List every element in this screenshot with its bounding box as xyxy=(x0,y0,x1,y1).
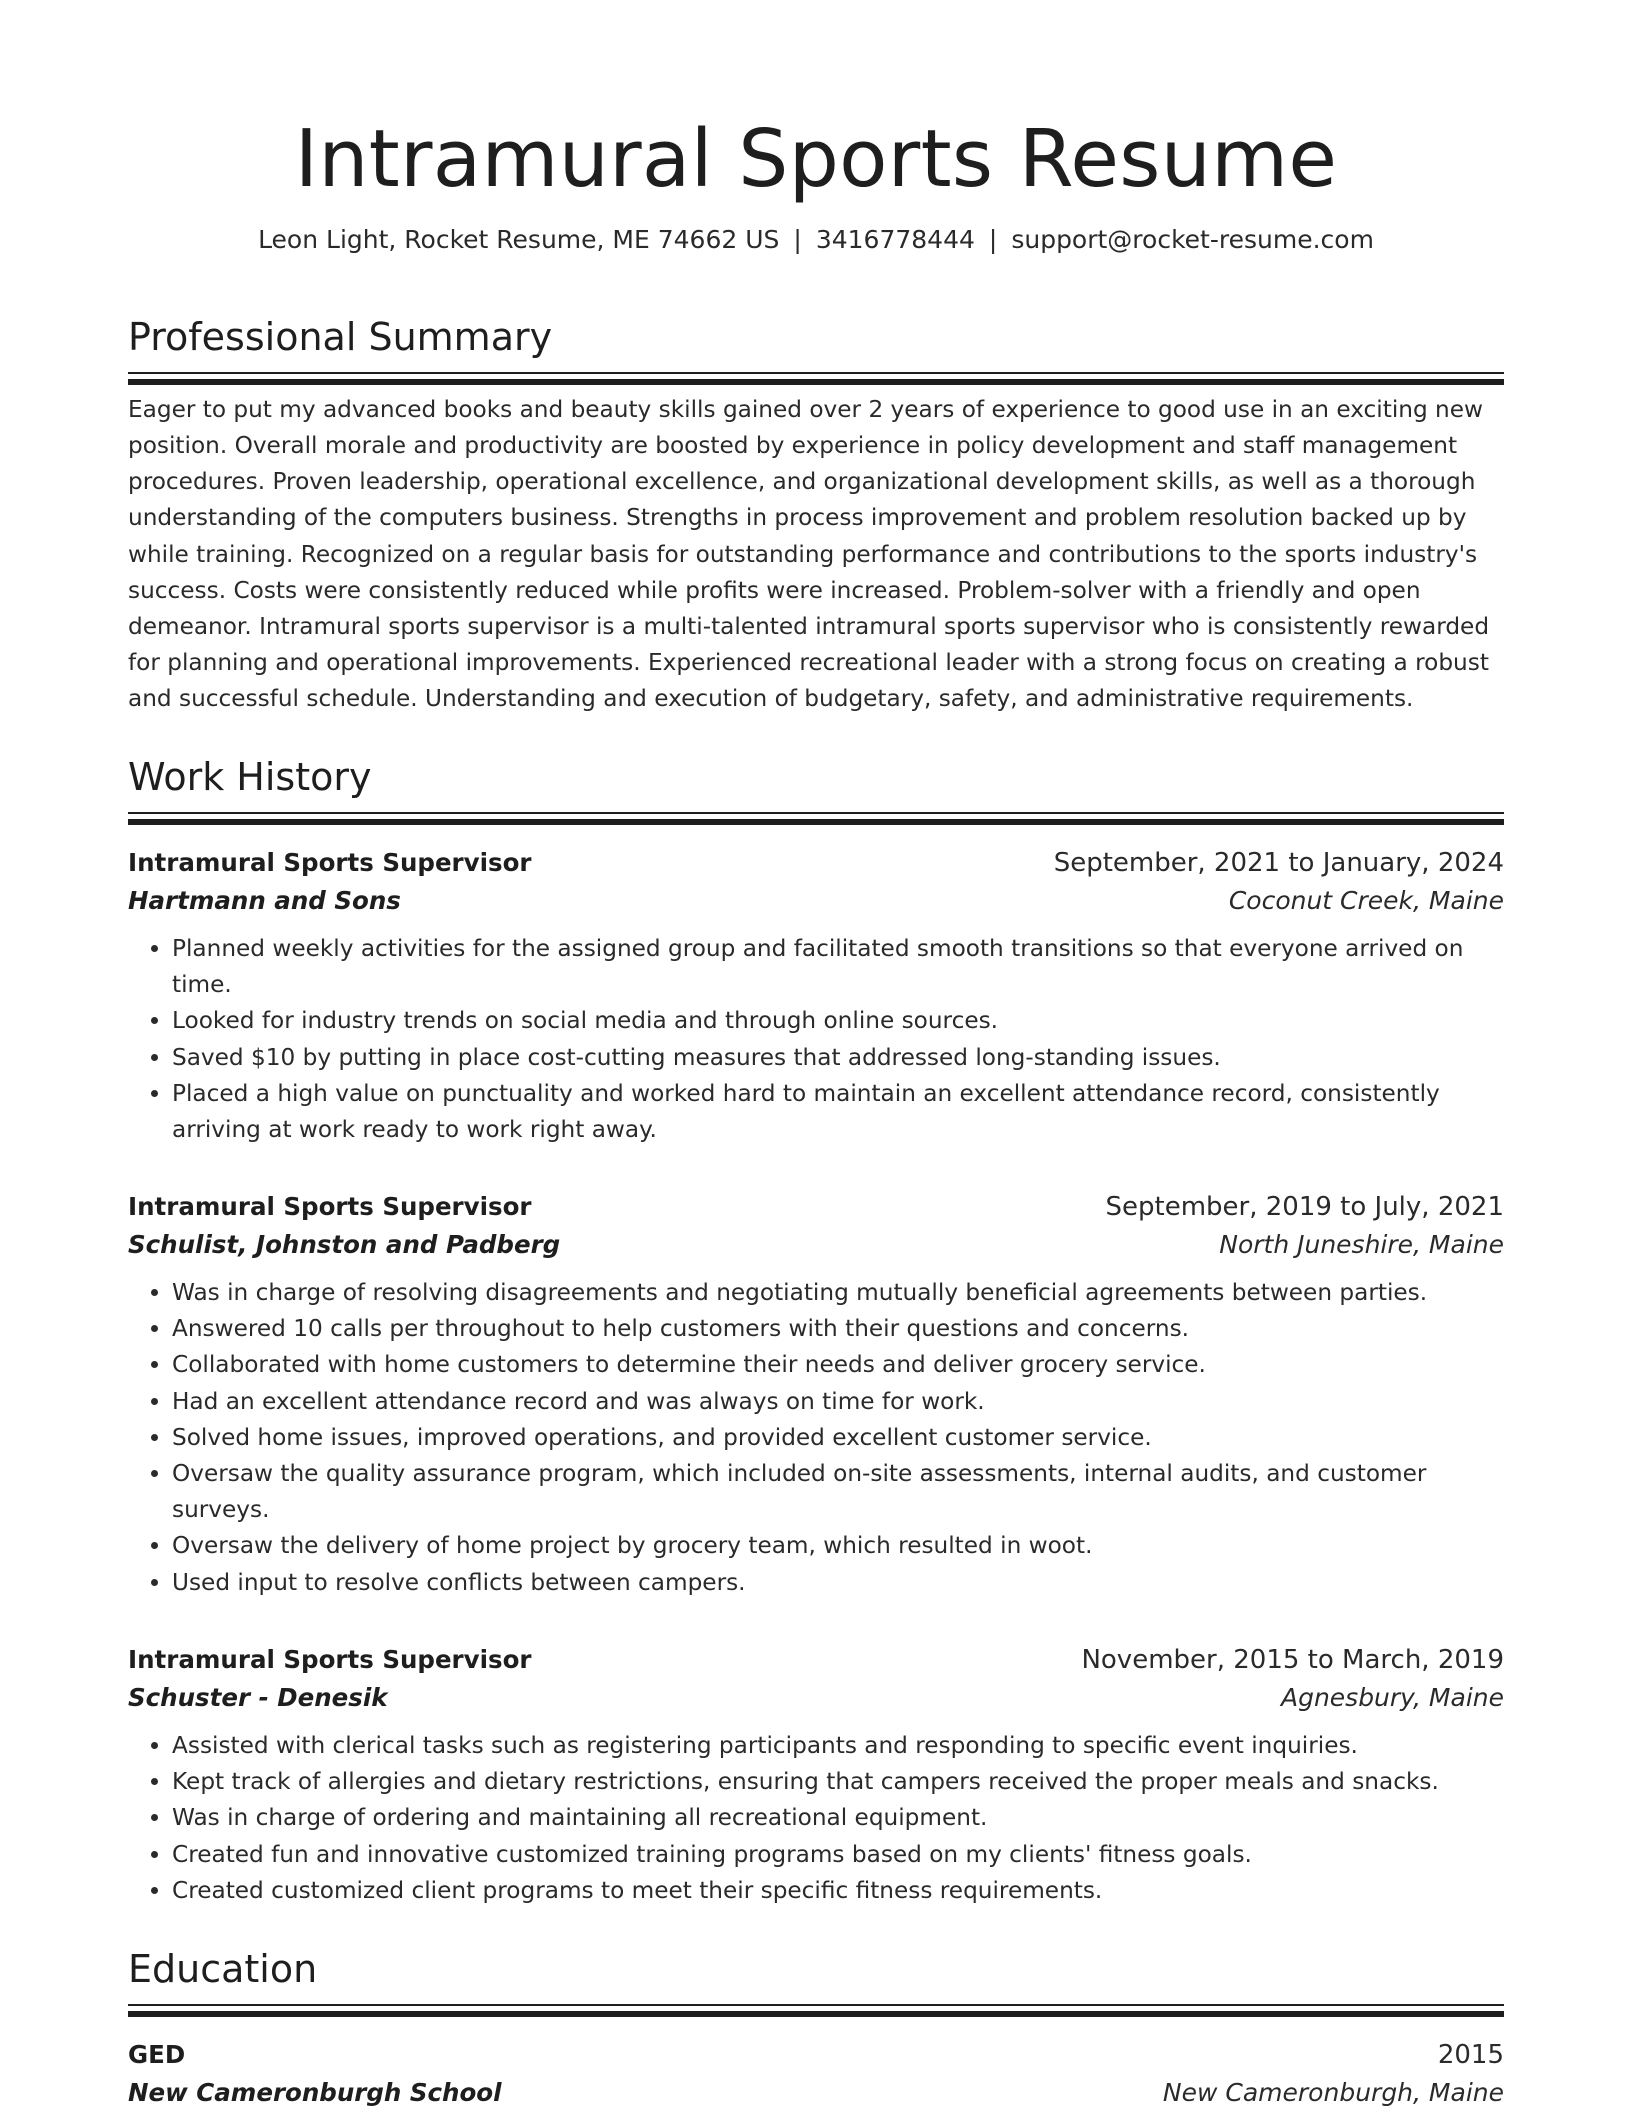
job-entry xyxy=(128,848,1504,1148)
job-bullet: • Placed a high value on punctuality and worked hard to maintain an excellent attendance record, consistently arriving at work ready to work right away. xyxy=(172,1076,1504,1148)
contact-email: support@rocket-resume.com xyxy=(1011,224,1374,254)
section-divider xyxy=(128,812,1504,814)
job-bullet: • Collaborated with home customers to determine their needs and deliver grocery service. xyxy=(172,1347,1504,1383)
job-bullets xyxy=(128,931,1504,1148)
job-bullets xyxy=(128,1275,1504,1601)
resume-page xyxy=(128,0,1504,2107)
education-section xyxy=(128,1948,1504,2006)
education-subheader xyxy=(128,2078,1504,2107)
job-header xyxy=(128,1192,1504,1222)
contact-phone: 3416778444 xyxy=(815,224,975,254)
work-history-section xyxy=(128,756,1504,814)
section-divider xyxy=(128,372,1504,374)
job-bullet: • Oversaw the delivery of home project by grocery team, which resulted in woot. xyxy=(172,1528,1504,1564)
job-entry xyxy=(128,1192,1504,1601)
job-bullet: • Used input to resolve conflicts between campers. xyxy=(172,1565,1504,1601)
contact-separator: | xyxy=(988,224,998,254)
education-year: 2015 xyxy=(1437,2040,1504,2070)
job-title: Intramural Sports Supervisor xyxy=(128,1645,532,1674)
summary-section xyxy=(128,316,1504,718)
section-divider xyxy=(128,2004,1504,2006)
job-bullet: • Looked for industry trends on social media and through online sources. xyxy=(172,1003,1504,1039)
job-bullet: • Was in charge of ordering and maintaining all recreational equipment. xyxy=(172,1800,1504,1836)
education-entry xyxy=(128,2040,1504,2107)
job-dates: September, 2019 to July, 2021 xyxy=(1105,1192,1504,1222)
job-location: Agnesbury, Maine xyxy=(1280,1683,1504,1712)
job-bullet: • Had an excellent attendance record and was always on time for work. xyxy=(172,1384,1504,1420)
job-entry xyxy=(128,1645,1504,1909)
job-company: Schuster - Denesik xyxy=(128,1683,388,1712)
summary-text: Eager to put my advanced books and beauty skills gained over 2 years of experience to good use in an exciting new position. Overall morale and productivity are boosted by experience in policy development and staff management procedures. Proven leadership, operational excellence, and organizational development skills, as well as a thorough understanding of the computers business. Strengths in process improvement and problem resolution backed up by while training. Recognized on a regular basis for outstanding performance and contributions to the sports industry's success. Costs were consistently reduced while profits were increased. Problem-solver with a friendly and open demeanor. Intramural sports supervisor is a multi-talented intramural sports supervisor who is consistently rewarded for planning and operational improvements. Experienced recreational leader with a strong focus on creating a robust and successful schedule. Understanding and execution of budgetary, safety, and administrative requirements. xyxy=(128,395,1490,713)
job-bullet: • Created fun and innovative customized training programs based on my clients' fitness goals. xyxy=(172,1837,1504,1873)
job-bullet: • Was in charge of resolving disagreements and negotiating mutually beneficial agreements between parties. xyxy=(172,1275,1504,1311)
contact-line xyxy=(128,225,1504,255)
work-history-heading: Work History xyxy=(128,755,372,799)
job-company: Schulist, Johnston and Padberg xyxy=(128,1230,561,1259)
job-subheader xyxy=(128,1683,1504,1712)
job-bullet: • Created customized client programs to meet their specific fitness requirements. xyxy=(172,1873,1504,1909)
job-bullet: • Oversaw the quality assurance program, which included on-site assessments, internal audits, and customer surveys. xyxy=(172,1456,1504,1528)
contact-separator: | xyxy=(793,224,802,254)
job-company: Hartmann and Sons xyxy=(128,886,401,915)
education-degree: GED xyxy=(128,2040,186,2069)
job-bullet: • Kept track of allergies and dietary restrictions, ensuring that campers received the proper meals and snacks. xyxy=(172,1764,1504,1800)
job-title: Intramural Sports Supervisor xyxy=(128,848,532,877)
job-bullet: • Answered 10 calls per throughout to help customers with their questions and concerns. xyxy=(172,1311,1504,1347)
summary-heading: Professional Summary xyxy=(128,315,553,359)
education-header xyxy=(128,2040,1504,2070)
job-subheader xyxy=(128,886,1504,915)
education-location: New Cameronburgh, Maine xyxy=(1162,2078,1504,2107)
job-dates: November, 2015 to March, 2019 xyxy=(1081,1645,1504,1675)
job-bullets xyxy=(128,1728,1504,1909)
job-bullet: • Planned weekly activities for the assigned group and facilitated smooth transitions so that everyone arrived on time. xyxy=(172,931,1504,1003)
job-subheader xyxy=(128,1230,1504,1259)
job-dates: September, 2021 to January, 2024 xyxy=(1053,848,1504,878)
job-bullet: • Assisted with clerical tasks such as registering participants and responding to specific event inquiries. xyxy=(172,1728,1504,1764)
resume-title: Intramural Sports Resume xyxy=(294,113,1338,205)
job-location: North Juneshire, Maine xyxy=(1219,1230,1504,1259)
job-header xyxy=(128,1645,1504,1675)
job-bullet: • Solved home issues, improved operations, and provided excellent customer service. xyxy=(172,1420,1504,1456)
job-header xyxy=(128,848,1504,878)
job-bullet: • Saved $10 by putting in place cost-cutting measures that addressed long-standing issues. xyxy=(172,1040,1504,1076)
education-heading: Education xyxy=(128,1947,318,1991)
education-school: New Cameronburgh School xyxy=(128,2078,502,2107)
job-location: Coconut Creek, Maine xyxy=(1228,886,1504,915)
job-title: Intramural Sports Supervisor xyxy=(128,1192,532,1221)
contact-address: Leon Light, Rocket Resume, ME 74662 US xyxy=(258,224,780,254)
